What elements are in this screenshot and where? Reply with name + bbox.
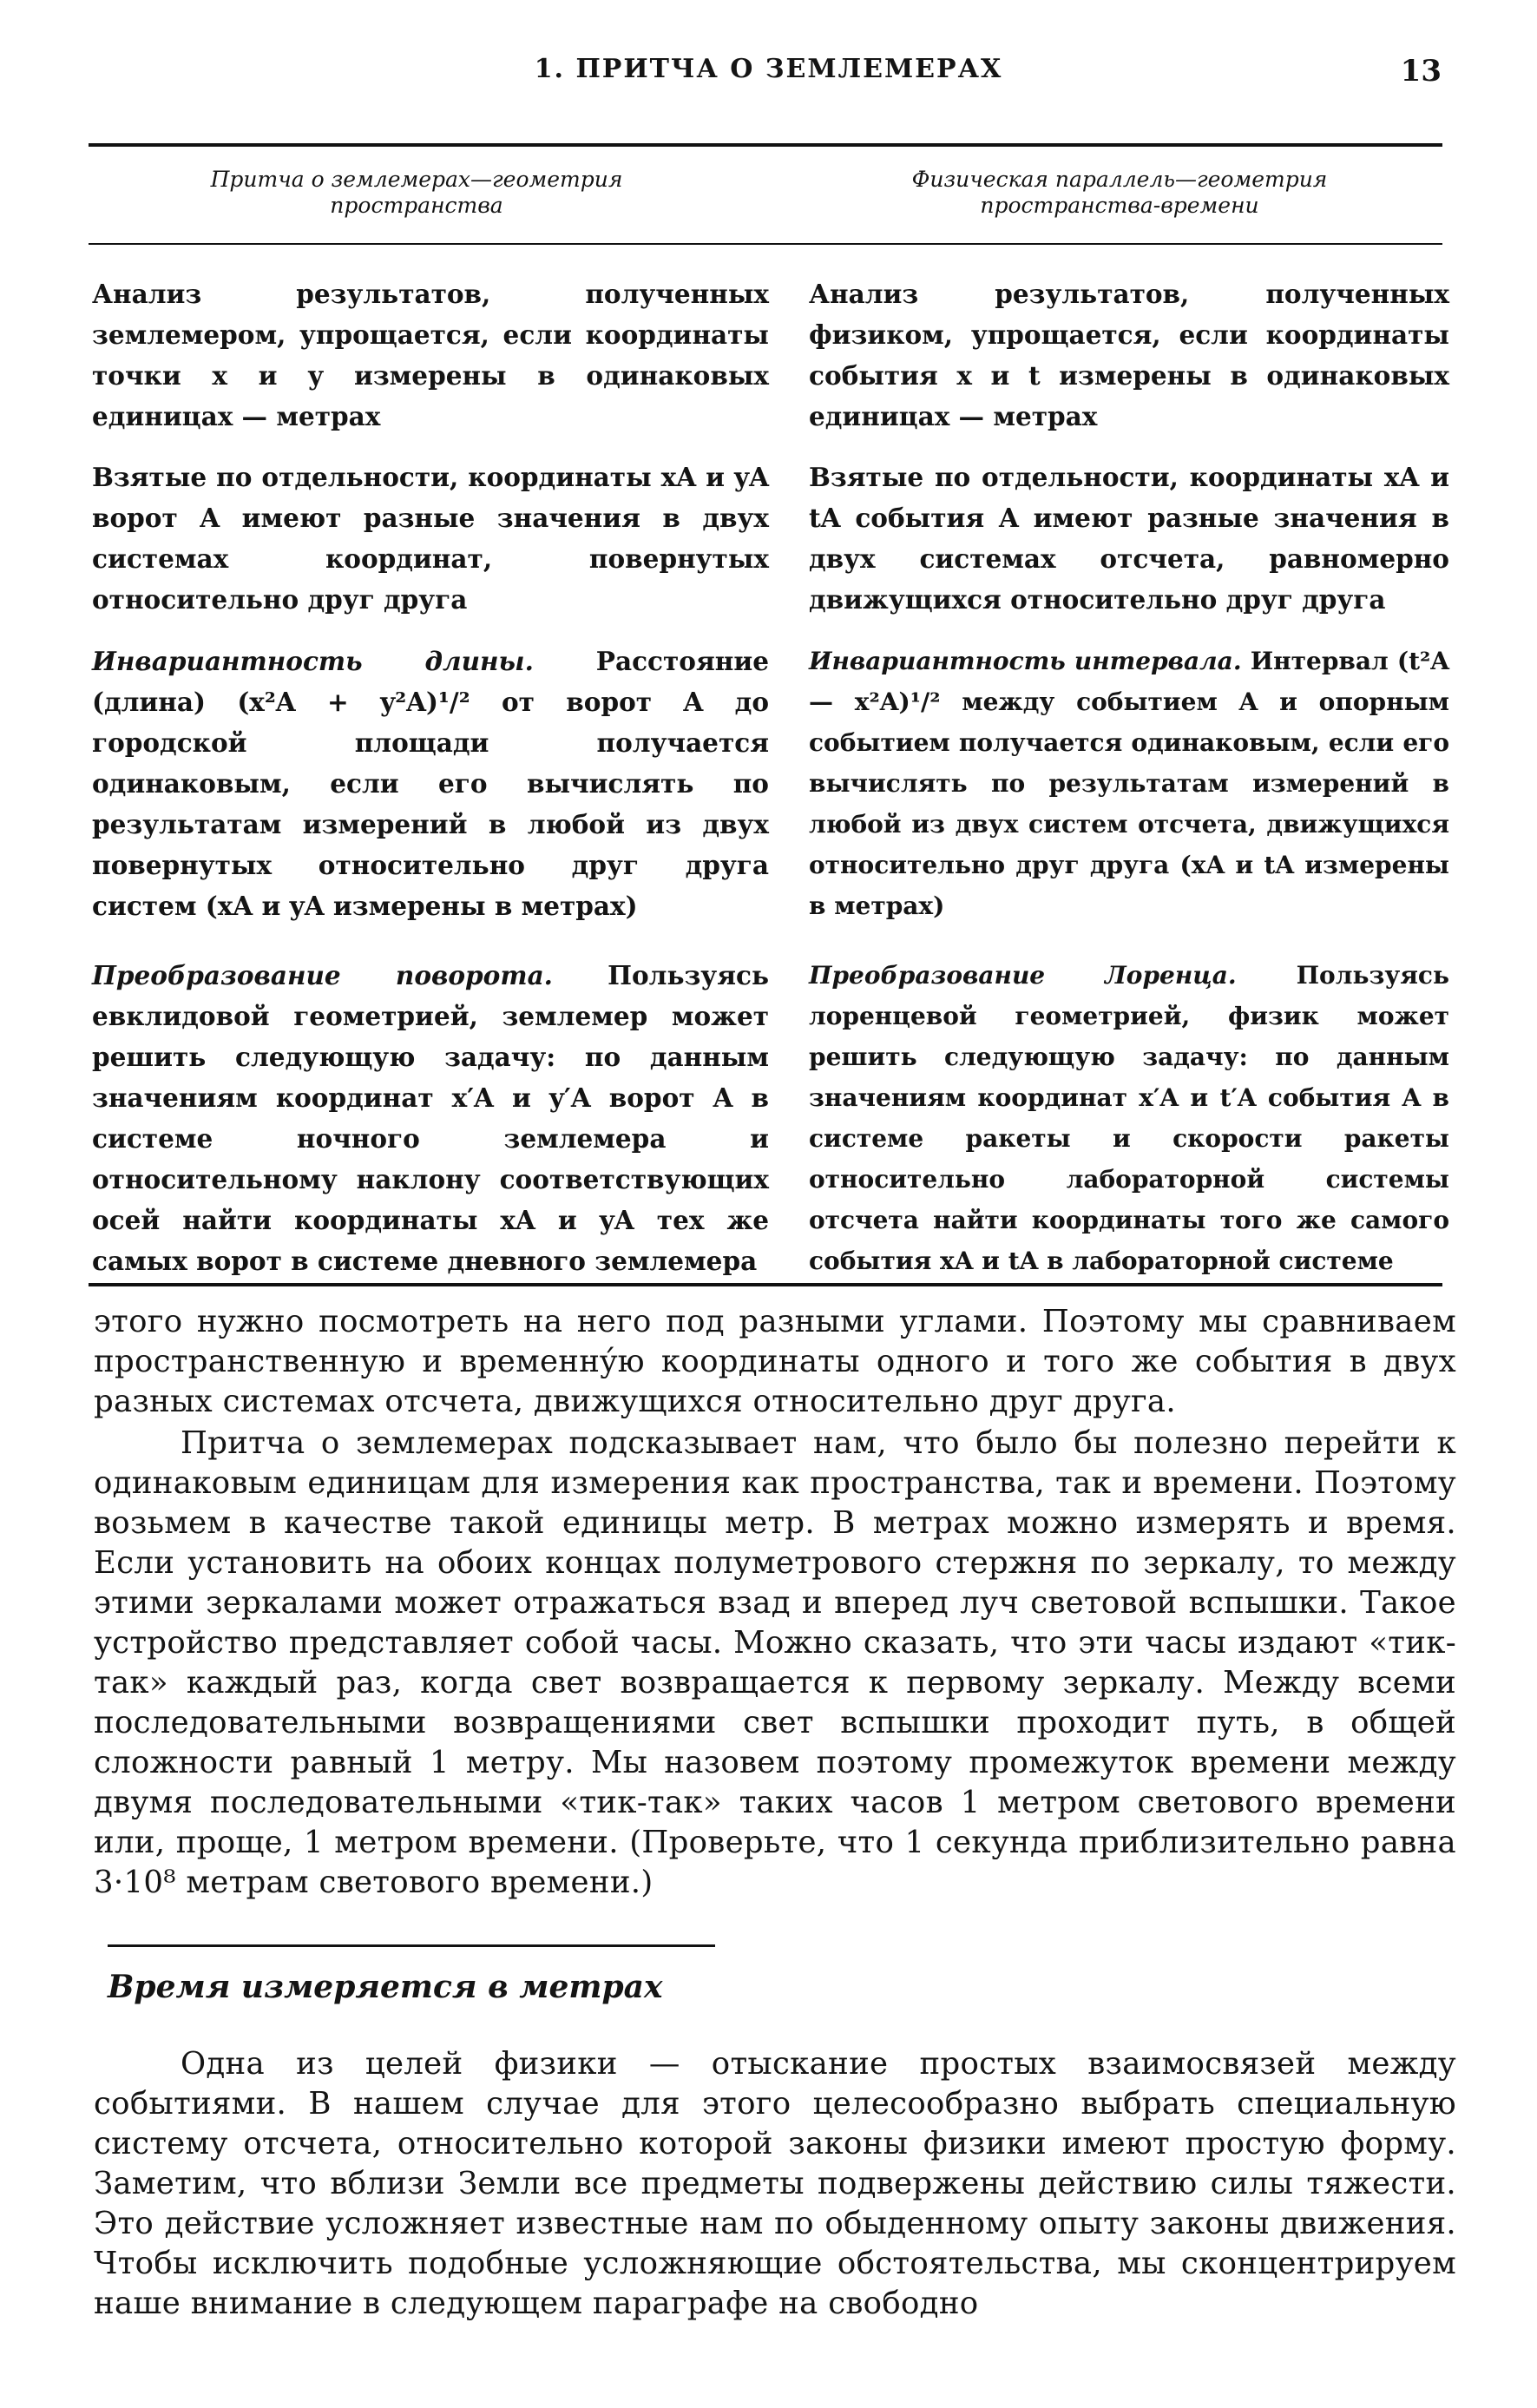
body-paragraph-3: Одна из целей физики — отыскание простых взаимосвязей между событиями. В нашем случае для этого целесообразно выбрать специальную систему отсчета, относительно которой законы физики имеют простую форму. Заметим, что вблизи Земли все предметы подвержены действию силы тяжести. Это действие усложняет известные нам по обыденному опыту законы движения. Чтобы исключить подобные усложняющие обстоятельства, мы сконцентрируем наше внимание в следующем параграфе на свободно	[94, 2046, 1456, 2321]
left-text-rotation: Пользуясь евклидовой геометрией, землемер может решить следующую задачу: по данным значениям координат x′A и y′A ворот A в системе ночного землемера и относительному наклону соответствующих осей найти координаты xA и yA тех же самых ворот в системе дневного землемера	[92, 960, 769, 1276]
table-header-rule	[89, 243, 1442, 245]
running-title: 1. ПРИТЧА О ЗЕМЛЕМЕРАХ	[534, 54, 1003, 84]
right-lead-lorentz: Преобразование Лоренца.	[809, 961, 1237, 990]
right-text-invariance-interval: Интервал (t²A — x²A)¹/² между событием A и опорным событием получается одинаковым, если его вычислять по результатам измерений в любой из двух систем отсчета, движущихся относительно друг друга (xA и tA измерены в метрах)	[809, 647, 1450, 920]
table-cell-right-1: Анализ результатов, полученных физиком, упрощается, если координаты события x и t измерены в одинаковых единицах — метрах	[809, 279, 1449, 431]
table-cell-left-1: Анализ результатов, полученных землемером, упрощается, если координаты точки x и y измерены в одинаковых единицах — метрах	[92, 279, 769, 431]
left-column-heading: Притча о землемерах—геометрия пространства	[210, 167, 623, 218]
page-number: 13	[1400, 54, 1442, 89]
right-column-heading: Физическая параллель—геометрия пространства-времени	[911, 167, 1328, 218]
body-paragraph-1: этого нужно посмотреть на него под разными углами. Поэтому мы сравниваем пространственную и временнýю координаты одного и того же события в двух разных системах отсчета, движущихся относительно друг друга.	[94, 1304, 1456, 1419]
table-cell-right-2: Взятые по отдельности, координаты xA и tA события A имеют разные значения в двух системах отсчета, равномерно движущихся относительно друг друга	[809, 462, 1449, 615]
table-top-rule	[89, 143, 1442, 147]
running-head	[0, 54, 1537, 97]
table-cell-left-3	[92, 641, 769, 926]
right-text-lorentz: Пользуясь лоренцевой геометрией, физик может решить следующую задачу: по данным значениям координат x′A и t′A события A в системе ракеты и скорости ракеты относительно лабораторной системы отсчета найти координаты того же самого события xA и tA в лабораторной системе	[809, 961, 1449, 1275]
left-lead-rotation: Преобразование поворота.	[92, 960, 553, 990]
left-text-invariance-length: Расстояние (длина) (x²A + y²A)¹/² от ворот A до городской площади получается одинаковым, если его вычислять по результатам измерений в любой из двух повернутых относительно друг друга систем (xA и yA измерены в метрах)	[92, 646, 769, 921]
section-title: Время измеряется в метрах	[108, 1969, 663, 2005]
section-rule	[108, 1944, 715, 1947]
table-cell-right-3	[809, 641, 1449, 926]
body-paragraph-2: Притча о землемерах подсказывает нам, что было бы полезно перейти к одинаковым единицам для измерения как пространства, так и времени. Поэтому возьмем в качестве такой единицы метр. В метрах можно измерять и время. Если установить на обоих концах полуметрового стержня по зеркалу, то между этими зеркалами может отражаться взад и вперед луч световой вспышки. Такое устройство представляет собой часы. Можно сказать, что эти часы издают «тик-так» каждый раз, когда свет возвращается к первому зеркалу. Между всеми последовательными возвращениями свет вспышки проходит путь, в общей сложности равный 1 метру. Мы назовем поэтому промежуток времени между двумя последовательными «тик-так» таких часов 1 метром светового времени или, проще, 1 метром времени. (Проверьте, что 1 секунда приблизительно равна 3·10⁸ метрам светового времени.)	[94, 1425, 1456, 1900]
table-cell-right-4	[809, 955, 1449, 1281]
table-bottom-rule	[89, 1283, 1442, 1286]
left-lead-invariance-length: Инвариантность длины.	[92, 646, 534, 676]
right-lead-invariance-interval: Инвариантность интервала.	[809, 647, 1242, 675]
table-cell-left-2: Взятые по отдельности, координаты xA и yA ворот A имеют разные значения в двух системах координат, повернутых относительно друг друга	[92, 462, 769, 615]
table-cell-left-4	[92, 955, 769, 1281]
